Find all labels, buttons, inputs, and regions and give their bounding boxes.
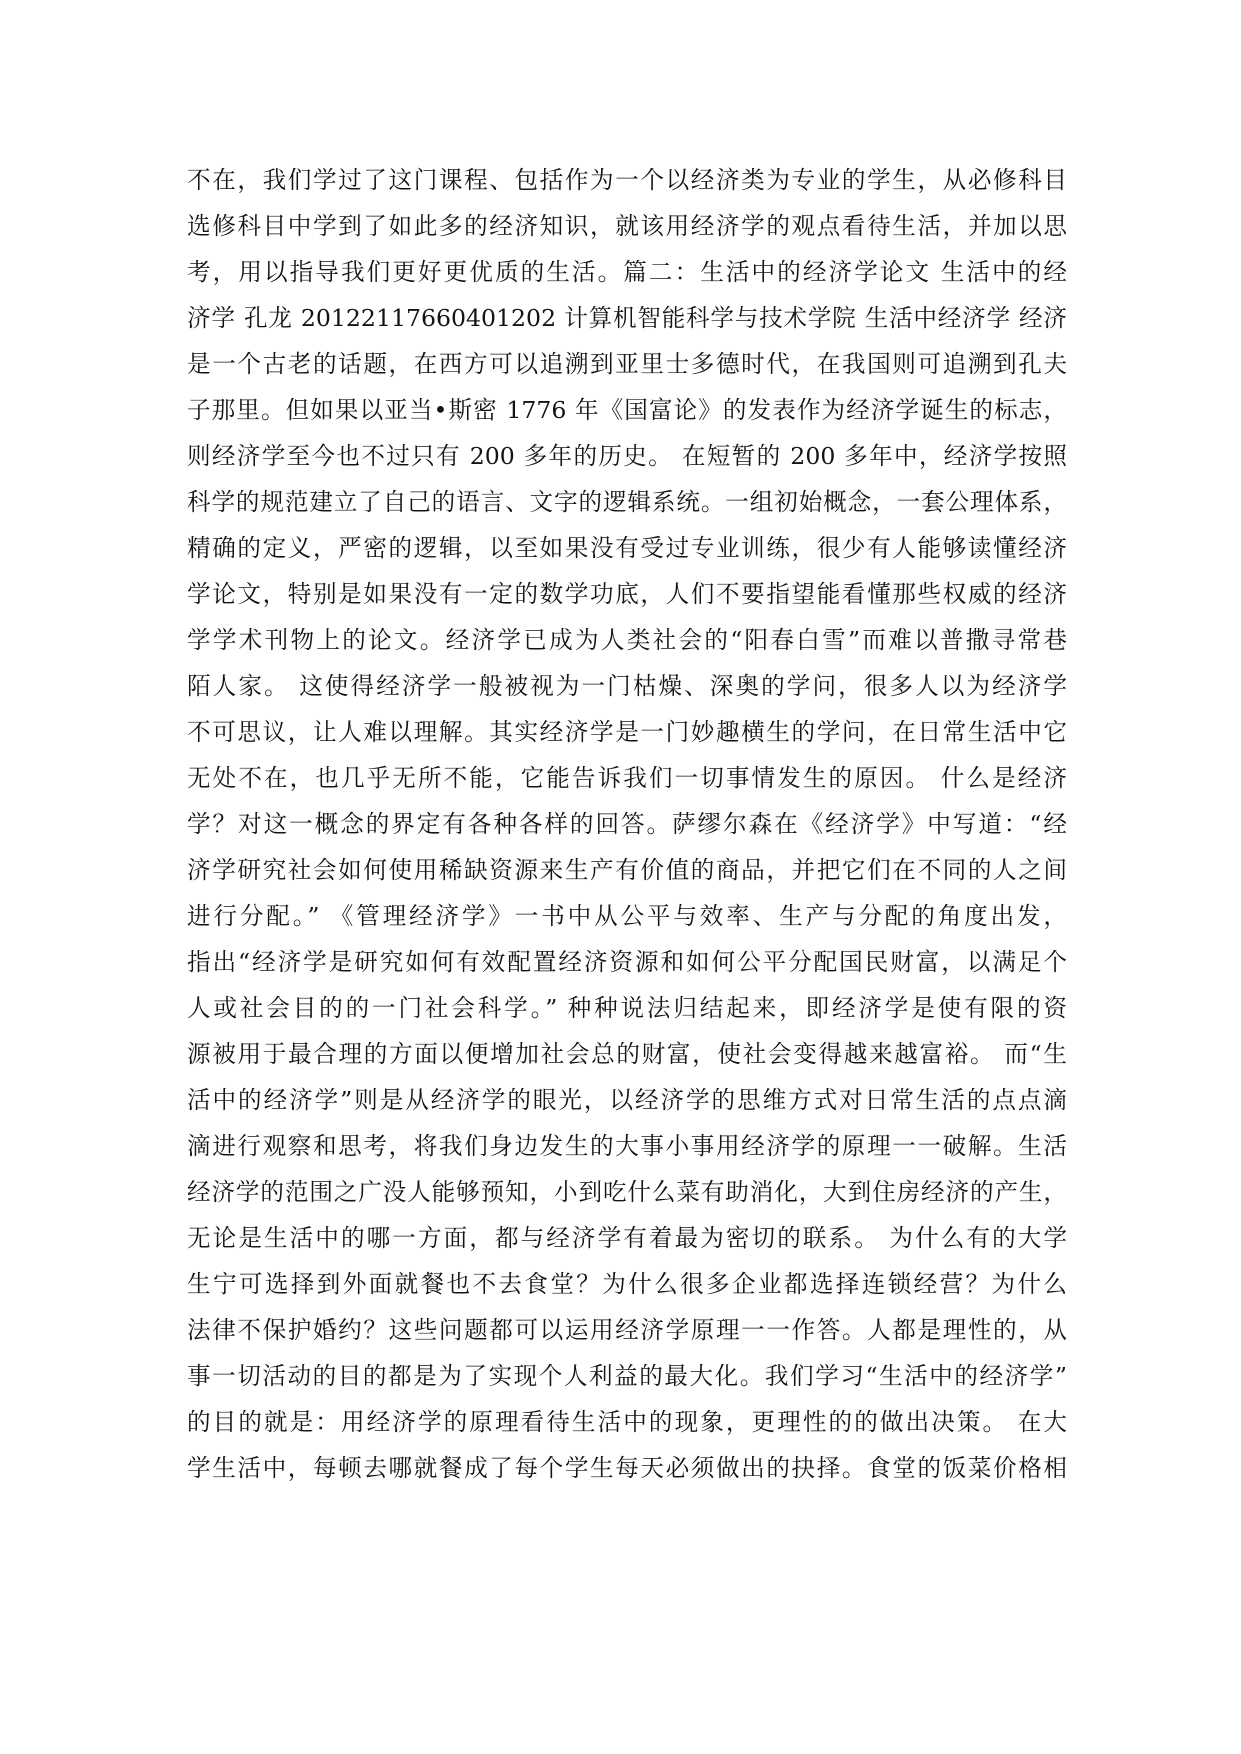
text-line: 事一切活动的目的都是为了实现个人利益的最大化。我们学习“生活中的经济学” [187, 1362, 1067, 1390]
text-line: 活中的经济学”则是从经济学的眼光，以经济学的思维方式对日常生活的点点滴 [187, 1086, 1067, 1114]
text-line: 子那里。但如果以亚当•斯密 1776 年《国富论》的发表作为经济学诞生的标志， [187, 396, 1067, 424]
text-line: 陌人家。 这使得经济学一般被视为一门枯燥、深奥的学问，很多人以为经济学 [187, 672, 1067, 700]
text-line: 指出“经济学是研究如何有效配置经济资源和如何公平分配国民财富，以满足个 [187, 948, 1067, 976]
text-line: 人或社会目的的一门社会科学。” 种种说法归结起来，即经济学是使有限的资 [187, 994, 1067, 1022]
text-line: 是一个古老的话题，在西方可以追溯到亚里士多德时代，在我国则可追溯到孔夫 [187, 350, 1067, 378]
text-line: 的目的就是：用经济学的原理看待生活中的现象，更理性的的做出决策。 在大 [187, 1408, 1067, 1436]
text-line: 无论是生活中的哪一方面，都与经济学有着最为密切的联系。 为什么有的大学 [187, 1224, 1067, 1252]
text-line: 无处不在，也几乎无所不能，它能告诉我们一切事情发生的原因。 什么是经济 [187, 764, 1067, 792]
text-line: 不可思议，让人难以理解。其实经济学是一门妙趣横生的学问，在日常生活中它 [187, 718, 1067, 746]
text-line: 学学术刊物上的论文。经济学已成为人类社会的“阳春白雪”而难以普撒寻常巷 [187, 626, 1067, 654]
text-line: 学论文，特别是如果没有一定的数学功底，人们不要指望能看懂那些权威的经济 [187, 580, 1067, 608]
text-line: 济学 孔龙 20122117660401202 计算机智能科学与技术学院 生活中经济学 经济 [187, 304, 1067, 332]
text-line: 不在，我们学过了这门课程、包括作为一个以经济类为专业的学生，从必修科目 [187, 166, 1067, 194]
text-line: 学？对这一概念的界定有各种各样的回答。萨缪尔森在《经济学》中写道：“经 [187, 810, 1067, 838]
text-line: 生宁可选择到外面就餐也不去食堂？为什么很多企业都选择连锁经营？为什么 [187, 1270, 1067, 1298]
text-line: 法律不保护婚约？这些问题都可以运用经济学原理一一作答。人都是理性的，从 [187, 1316, 1067, 1344]
text-line: 进行分配。” 《管理经济学》一书中从公平与效率、生产与分配的角度出发， [187, 902, 1067, 930]
text-line: 则经济学至今也不过只有 200 多年的历史。 在短暂的 200 多年中，经济学按照 [187, 442, 1067, 470]
text-line: 滴进行观察和思考，将我们身边发生的大事小事用经济学的原理一一破解。生活 [187, 1132, 1067, 1160]
body-text [187, 157, 1067, 1491]
text-line: 学生活中，每顿去哪就餐成了每个学生每天必须做出的抉择。食堂的饭菜价格相 [187, 1454, 1067, 1482]
text-line: 经济学的范围之广没人能够预知，小到吃什么菜有助消化，大到住房经济的产生， [187, 1178, 1067, 1206]
text-line: 选修科目中学到了如此多的经济知识，就该用经济学的观点看待生活，并加以思 [187, 212, 1067, 240]
text-line: 精确的定义，严密的逻辑，以至如果没有受过专业训练，很少有人能够读懂经济 [187, 534, 1067, 562]
text-line: 济学研究社会如何使用稀缺资源来生产有价值的商品，并把它们在不同的人之间 [187, 856, 1067, 884]
text-line: 科学的规范建立了自己的语言、文字的逻辑系统。一组初始概念，一套公理体系， [187, 488, 1067, 516]
text-line: 源被用于最合理的方面以便增加社会总的财富，使社会变得越来越富裕。 而“生 [187, 1040, 1067, 1068]
text-line: 考，用以指导我们更好更优质的生活。篇二：生活中的经济学论文 生活中的经 [187, 258, 1067, 286]
